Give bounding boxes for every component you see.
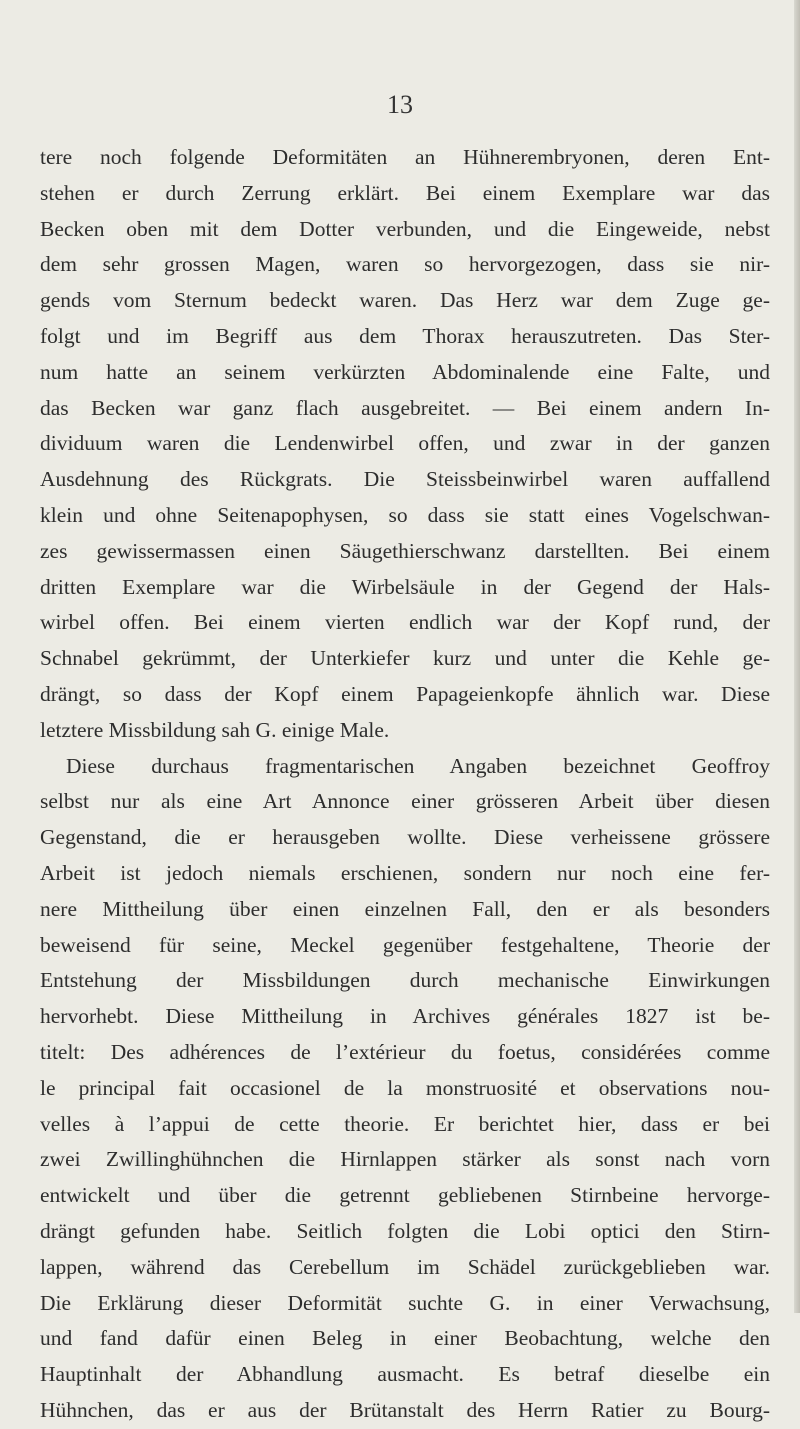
- text-line: zwei Zwillinghühnchen die Hirnlappen stärker als sonst nach vorn: [40, 1147, 770, 1172]
- text-line: folgt und im Begriff aus dem Thorax herauszutreten. Das Ster-: [40, 323, 770, 348]
- text-line: Die Erklärung dieser Deformität suchte G. in einer Verwachsung,: [40, 1290, 770, 1315]
- text-line: hervorhebt. Diese Mittheilung in Archives générales 1827 ist be-: [40, 1004, 770, 1029]
- text-line: beweisend für seine, Meckel gegenüber festgehaltene, Theorie der: [40, 932, 770, 957]
- text-line: dritten Exemplare war die Wirbelsäule in der Gegend der Hals-: [40, 574, 770, 599]
- text-line: Entstehung der Missbildungen durch mechanische Einwirkungen: [40, 968, 770, 993]
- text-line: zes gewissermassen einen Säugethierschwanz darstellten. Bei einem: [40, 538, 770, 563]
- text-line: Arbeit ist jedoch niemals erschienen, sondern nur noch eine fer-: [40, 860, 770, 885]
- text-line: selbst nur als eine Art Annonce einer grösseren Arbeit über diesen: [40, 789, 770, 814]
- text-line: le principal fait occasionel de la monstruosité et observations nou-: [40, 1075, 770, 1100]
- text-line: Hauptinhalt der Abhandlung ausmacht. Es betraf dieselbe ein: [40, 1362, 770, 1387]
- text-line: nere Mittheilung über einen einzelnen Fall, den er als besonders: [40, 896, 770, 921]
- text-line: dem sehr grossen Magen, waren so hervorgezogen, dass sie nir-: [40, 252, 770, 277]
- text-line: und fand dafür einen Beleg in einer Beobachtung, welche den: [40, 1326, 770, 1351]
- text-line: stehen er durch Zerrung erklärt. Bei einem Exemplare war das: [40, 180, 770, 205]
- text-line: drängt, so dass der Kopf einem Papageienkopfe ähnlich war. Diese: [40, 681, 770, 706]
- text-line: gends vom Sternum bedeckt waren. Das Herz war dem Zuge ge-: [40, 288, 770, 313]
- page-edge: [794, 0, 800, 1313]
- text-line: entwickelt und über die getrennt gebliebenen Stirnbeine hervorge-: [40, 1183, 770, 1208]
- text-line: das Becken war ganz flach ausgebreitet. — Bei einem andern In-: [40, 395, 770, 420]
- text-line: Diese durchaus fragmentarischen Angaben bezeichnet Geoffroy: [66, 753, 770, 778]
- text-line: letztere Missbildung sah G. einige Male.: [40, 717, 390, 742]
- text-line: lappen, während das Cerebellum im Schädel zurückgeblieben war.: [40, 1254, 770, 1279]
- text-line: num hatte an seinem verkürzten Abdominalende eine Falte, und: [40, 359, 770, 384]
- text-line: Becken oben mit dem Dotter verbunden, und die Eingeweide, nebst: [40, 216, 770, 241]
- body-text: [40, 140, 770, 1429]
- text-line: Ausdehnung des Rückgrats. Die Steissbeinwirbel waren auffallend: [40, 467, 770, 492]
- text-line: Gegenstand, die er herausgeben wollte. Diese verheissene grössere: [40, 825, 770, 850]
- text-line: wirbel offen. Bei einem vierten endlich war der Kopf rund, der: [40, 610, 770, 635]
- text-line: dividuum waren die Lendenwirbel offen, und zwar in der ganzen: [40, 431, 770, 456]
- text-line: klein und ohne Seitenapophysen, so dass sie statt eines Vogelschwan-: [40, 502, 770, 527]
- text-line: drängt gefunden habe. Seitlich folgten die Lobi optici den Stirn-: [40, 1218, 770, 1243]
- text-line: tere noch folgende Deformitäten an Hühnerembryonen, deren Ent-: [40, 145, 770, 169]
- page-number: 13: [387, 90, 413, 119]
- text-line: velles à l’appui de cette theorie. Er berichtet hier, dass er bei: [40, 1111, 770, 1136]
- text-line: Hühnchen, das er aus der Brütanstalt des Herrn Ratier zu Bourg-: [40, 1397, 770, 1422]
- text-line: titelt: Des adhérences de l’extérieur du foetus, considérées comme: [40, 1039, 770, 1064]
- text-line: Schnabel gekrümmt, der Unterkiefer kurz und unter die Kehle ge-: [40, 646, 770, 671]
